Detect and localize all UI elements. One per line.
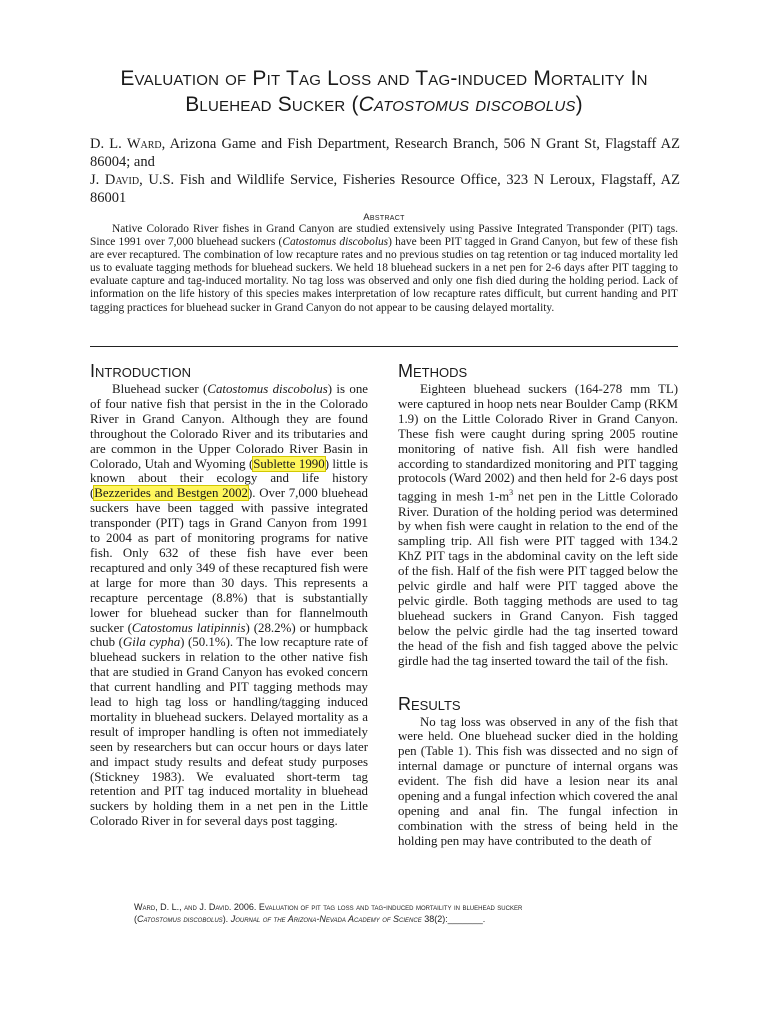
- intro-species: Gila cypha: [122, 635, 181, 650]
- author-initials: D. L.: [90, 136, 127, 152]
- title-species: Catostomus discobolus: [358, 93, 576, 116]
- author-affiliation: , U.S. Fish and Wildlife Service, Fisheries Resource Office, 323 N Leroux, Flagstaff, AZ 86001: [90, 172, 680, 206]
- intro-part: ) (28.2%) or humpback chub (: [90, 620, 368, 650]
- results-heading: Results: [398, 693, 461, 714]
- citation-footnote: [134, 901, 654, 925]
- abstract-heading: Abstract: [363, 212, 405, 223]
- introduction-heading: Introduction: [90, 361, 192, 381]
- citation-highlight-sublette[interactable]: Sublette 1990: [253, 456, 325, 471]
- superscript: 3: [509, 488, 514, 498]
- footnote-line-2: [134, 913, 654, 925]
- title-line-2: [60, 92, 708, 118]
- introduction-text: [90, 382, 368, 829]
- intro-part: ) (50.1%). The low recapture rate of bluehead suckers in relation to the other native fish that are studied in Grand Canyon has evoked concern that current handling and PIT tagging methods may lead to high tag loss or handling/tagging induced mortality in bluehead suckers. Delayed mortality as a result of improper handling is often not immediately seen by researchers but can occur hours or days later and impact study results and defeat study purposes (Stickney 1983). We evaluated short-term tag retention and PIT tag induced mortality in bluehead suckers by holding them in a net pen in the Little Colorado River in for several days post tagging.: [90, 635, 368, 829]
- author-affiliation: , Arizona Game and Fish Department, Research Branch, 506 N Grant St, Flagstaff AZ 86004; and: [90, 136, 680, 170]
- author-surname: Ward: [126, 136, 162, 152]
- footnote-species: Catostomus discobolus: [137, 914, 223, 924]
- abstract-part: ) have been PIT tagged in Grand Canyon, but few of these fish are ever recaptured. The combination of low recapture rates and no previous studies on tag retention or tag induced mortality led us to evaluate tagging methods for bluehead suckers. We held 18 bluehead suckers in a net pen for 2-6 days after PIT tagging to evaluate capture and tag-induced mortality. No tag loss was observed and only one fish died during the holding period. Lack of information on the life history of this species makes interpretation of low recapture rates difficult, but current handing and PIT tagging practices for bluehead sucker in Grand Canyon do not appear to be causing delayed mortality.: [90, 236, 679, 314]
- title-line-2-suffix: ): [575, 93, 583, 116]
- right-column: [398, 360, 678, 849]
- footnote-part: 38(2):_______.: [421, 914, 486, 924]
- footnote-line-1: Ward, D. L., and J. David. 2006. Evaluation of pit tag loss and tag-induced mortaility in bluehead sucker: [134, 902, 523, 912]
- intro-part: ) little is known about their ecology and life history (: [90, 456, 368, 501]
- intro-species: Catostomus discobolus: [207, 382, 328, 396]
- abstract-species: Catostomus discobolus: [282, 236, 389, 249]
- intro-part: ) is one of four native fish that persist in the in the Colorado River in Grand Canyon. Although they are found throughout the Colorado River and its tributaries and are common in the Upper Colorado River Basin in Colorado, Utah and Wyoming (: [90, 382, 369, 471]
- author-david: [90, 171, 680, 207]
- footnote-part: ).: [222, 914, 231, 924]
- abstract-part: Native Colorado River fishes in Grand Canyon are studied extensively using Passive Integrated Transponder (PIT) tags. Since 1991 over 7,000 bluehead suckers (: [90, 223, 678, 249]
- paper-title: [60, 66, 708, 118]
- methods-part: net pen in the Little Colorado River. Duration of the holding period was determined by when fish were caught in relation to the end of the sampling trip. All fish were PIT tagged with 134.2 KhZ PIT tags in the abdominal cavity on the left side of the fish. Half of the fish were PIT tagged below the pelvic girdle and half were PIT tagged above the pelvic girdle. Both tagging methods are used to tag bluehead suckers in Grand Canyon. Fish tagged below the pelvic girdle had the tag inserted toward the head of the fish and fish tagged above the pelvic girdle had the tag inserted toward the tail of the fish.: [398, 489, 678, 668]
- author-ward: [90, 135, 680, 171]
- results-text: No tag loss was observed in any of the fish that were held. One bluehead sucker died in the holding pen (Table 1). This fish was dissected and no sign of internal damage or puncture of internal organs was evident. The fish did have a lesion near its anal opening and a fungal infection which covered the anal opening and anal fin. The fungal infection in combination with the stress of being held in the holding pen may have contributed to the death of: [398, 714, 678, 848]
- citation-highlight-bezzerides[interactable]: Bezzerides and Bestgen 2002: [94, 486, 248, 501]
- intro-species: Catostomus latipinnis: [131, 620, 246, 635]
- footnote-journal: Journal of the Arizona-Nevada Academy of Science: [230, 914, 422, 924]
- title-line-2-prefix: Bluehead Sucker (: [185, 93, 359, 116]
- footnote-part: (: [134, 914, 137, 924]
- methods-part: Eighteen bluehead suckers (164-278 mm TL) were captured in hoop nets near Boulder Camp (RKM 1.9) on the Little Colorado River in Grand Canyon. These fish were caught during spring 2005 routine monitoring of native fish. All fish were handled according to standardized monitoring and PIT tagging protocols (Ward 2002) and then held for 2-6 days post tagging in mesh 1-m: [398, 382, 678, 504]
- methods-text: [398, 382, 678, 669]
- author-surname: David: [104, 172, 140, 188]
- intro-part: Bluehead sucker (: [112, 382, 208, 396]
- abstract-text: [90, 223, 678, 315]
- author-initials: J.: [90, 172, 105, 188]
- section-divider: [90, 346, 678, 347]
- title-line-1: Evaluation of Pit Tag Loss and Tag-induced Mortality In: [120, 67, 648, 90]
- intro-part: ). Over 7,000 bluehead suckers have been tagged with passive integrated transponder (PIT) tags in Grand Canyon from 1991 to 2004 as part of monitoring programs for native fish. Only 632 of these fish have ever been recaptured and only 349 of these recaptured fish were at large for more than 30 days. This represents a recapture percentage (8.8%) that is substantially lower for bluehead sucker than for flannelmouth sucker (: [90, 486, 368, 635]
- methods-heading: Methods: [398, 361, 468, 381]
- author-block: [90, 135, 680, 207]
- left-column: [90, 360, 368, 829]
